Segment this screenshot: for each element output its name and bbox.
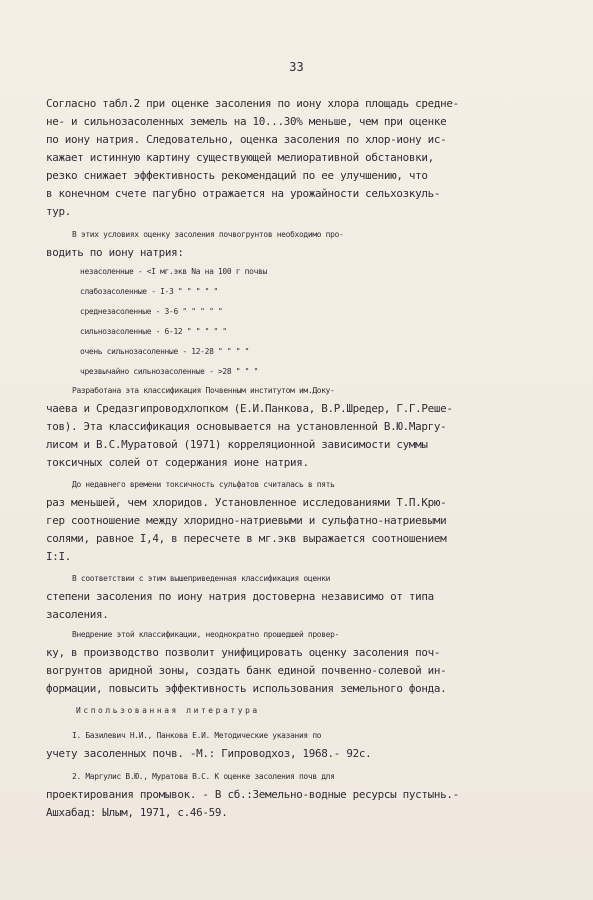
text-line: солями, равное I,4, в пересчете в мг.экв выражается соотношением	[46, 532, 447, 545]
text-line: тур.	[46, 205, 72, 218]
reference-line: 2. Маргулис В.Ю., Муратова В.С. К оценке засоления почв для	[72, 772, 335, 781]
references-heading: Использованная литература	[76, 706, 260, 715]
text-line: по иону натрия. Следовательно, оценка засоления по хлор-иону ис-	[46, 133, 447, 146]
text-line: засоления.	[46, 608, 109, 621]
text-line: лисом и В.С.Муратовой (1971) корреляционной зависимости суммы	[46, 438, 428, 451]
reference-line: Ашхабад: Ылым, 1971, с.46-59.	[46, 806, 228, 819]
text-line: вогрунтов аридной зоны, создать банк единой почвенно-солевой ин-	[46, 664, 447, 677]
text-line: водить по иону натрия:	[46, 246, 184, 259]
text-line: чаева и Средазгипроводхлопком (Е.И.Панкова, В.Р.Шредер, Г.Г.Реше-	[46, 402, 453, 415]
text-line: гер соотношение между хлоридно-натриевыми и сульфатно-натриевыми	[46, 514, 447, 527]
reference-line: учету засоленных почв. -М.: Гипроводхоз, 1968.- 92с.	[46, 747, 372, 760]
page-number: 33	[289, 60, 304, 74]
classification-row: слабозасоленные - I-3 " " " " "	[80, 287, 218, 296]
text-line: В этих условиях оценку засоления почвогрунтов необходимо про-	[72, 230, 344, 239]
text-line: не- и сильнозасоленных земель на 10...30% меньше, чем при оценке	[46, 115, 447, 128]
text-line: резко снижает эффективность рекомендаций по ее улучшению, что	[46, 169, 428, 182]
text-line: тов). Эта классификация основывается на установленной В.Ю.Маргу-	[46, 420, 447, 433]
reference-line: I. Базилевич Н.И., Панкова Е.И. Методические указания по	[72, 731, 322, 740]
text-line: токсичных солей от содержания ионе натрия.	[46, 456, 309, 469]
text-line: ку, в производство позволит унифицировать оценку засоления поч-	[46, 646, 441, 659]
text-line: раз меньшей, чем хлоридов. Установленное исследованиями Т.П.Крю-	[46, 496, 447, 509]
classification-row: среднезасоленные - 3-6 " " " " "	[80, 307, 223, 316]
text-line: Согласно табл.2 при оценке засоления по иону хлора площадь средне-	[46, 97, 459, 110]
text-line: I:I.	[46, 550, 72, 563]
classification-row: сильнозасоленные - 6-12 " " " " "	[80, 327, 227, 336]
text-line: До недавнего времени токсичность сульфатов считалась в пять	[72, 480, 335, 489]
text-line: В соответствии с этим вышеприведенная классификация оценки	[72, 574, 331, 583]
text-line: Внедрение этой классификации, неоднократно прошедшей провер-	[72, 630, 340, 639]
text-line: степени засоления по иону натрия достоверна независимо от типа	[46, 590, 434, 603]
classification-row: незасоленные - <I мг.экв Na на 100 г почвы	[80, 267, 267, 276]
text-line: в конечном счете пагубно отражается на урожайности сельхозкуль-	[46, 187, 441, 200]
text-line: формации, повысить эффективность использования земельного фонда.	[46, 682, 447, 695]
text-line: Разработана эта классификация Почвенным институтом им.Доку-	[72, 386, 335, 395]
classification-row: очень сильнозасоленные - 12-28 " " " "	[80, 347, 250, 356]
reference-line: проектирования промывок. - В сб.:Земельно-водные ресурсы пустынь.-	[46, 788, 459, 801]
classification-row: чрезвычайно сильнозасоленные - >28 " " "	[80, 367, 259, 376]
text-line: кажает истинную картину существующей мелиоративной обстановки,	[46, 151, 434, 164]
